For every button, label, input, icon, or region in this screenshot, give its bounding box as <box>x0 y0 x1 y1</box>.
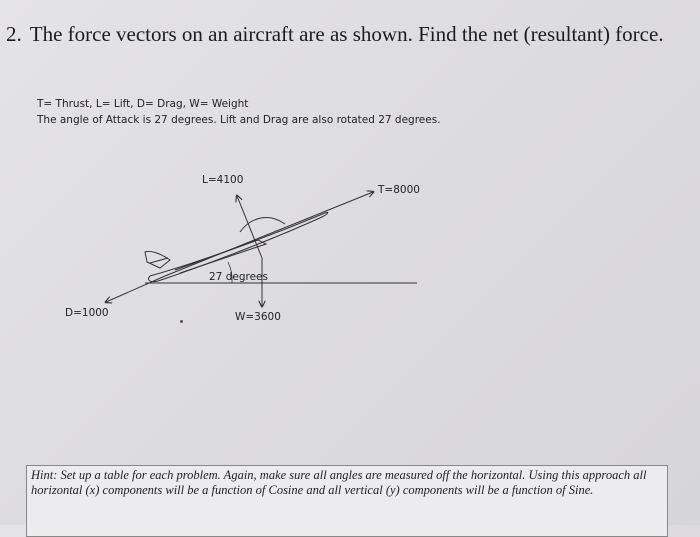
legend-definitions: T= Thrust, L= Lift, D= Drag, W= Weight <box>37 98 249 110</box>
thrust-label: T=8000 <box>378 184 420 196</box>
question-number: 2. <box>6 22 22 46</box>
lift-label: L=4100 <box>202 174 244 186</box>
lift-vector <box>237 196 262 258</box>
question-text: The force vectors on an aircraft are as shown. Find the net (resultant) force. <box>29 22 664 46</box>
thrust-vector <box>165 192 373 276</box>
drag-vector <box>106 276 165 302</box>
legend-angle-note: The angle of Attack is 27 degrees. Lift and Drag are also rotated 27 degrees. <box>37 114 441 126</box>
stray-dot <box>180 320 183 323</box>
drag-label: D=1000 <box>65 307 109 319</box>
hint-text: Hint: Set up a table for each problem. Again, make sure all angles are measured off the horizontal. Using this approach all horizontal (x) components will be a function of Cosine and all vertical (y) components will be a function of Sine. <box>31 468 647 497</box>
angle-label: 27 degrees <box>209 271 268 283</box>
weight-label: W=3600 <box>235 311 281 323</box>
